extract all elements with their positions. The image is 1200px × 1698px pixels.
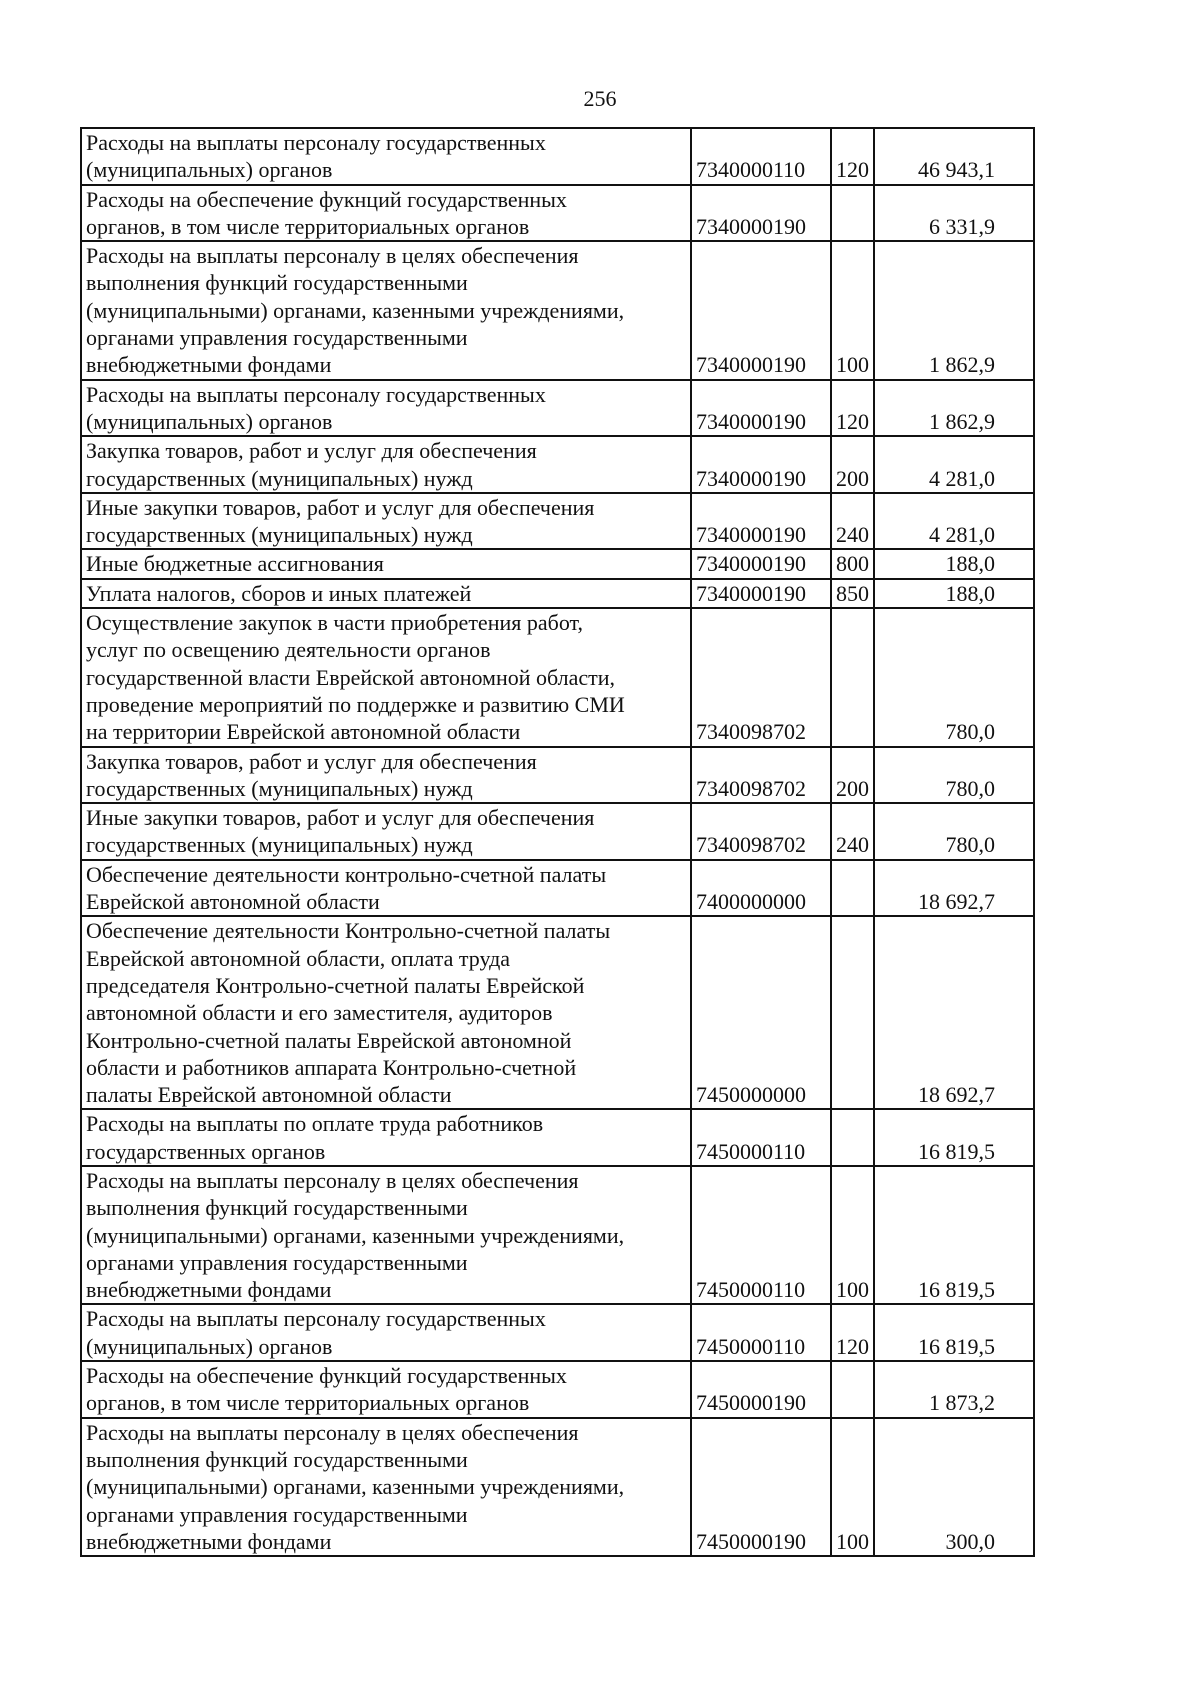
table-row	[81, 803, 1034, 860]
cell-expense-type: 240	[831, 493, 874, 550]
cell-amount: 16 819,5	[874, 1109, 1034, 1166]
cell-code: 7340000190	[691, 380, 831, 437]
cell-amount: 4 281,0	[874, 493, 1034, 550]
table-row	[81, 1304, 1034, 1361]
table-row	[81, 916, 1034, 1109]
table-row	[81, 1418, 1034, 1556]
cell-expense-type	[831, 916, 874, 1109]
table-row	[81, 549, 1034, 578]
cell-amount: 1 862,9	[874, 380, 1034, 437]
table-row	[81, 579, 1034, 608]
cell-name: Расходы на обеспечение фукнций государственных органов, в том числе территориальных органов	[81, 185, 691, 242]
cell-name: Расходы на выплаты по оплате труда работников государственных органов	[81, 1109, 691, 1166]
cell-code: 7450000110	[691, 1109, 831, 1166]
cell-name: Осуществление закупок в части приобретения работ, услуг по освещению деятельности органов государственной власти Еврейской автономной области, проведение мероприятий по поддержке и развитию СМИ на территории Еврейской автономной области	[81, 608, 691, 746]
cell-code: 7340000190	[691, 185, 831, 242]
table-row	[81, 185, 1034, 242]
cell-expense-type: 120	[831, 128, 874, 185]
table-row	[81, 493, 1034, 550]
cell-name: Обеспечение деятельности Контрольно-счетной палаты Еврейской автономной области, оплата труда председателя Контрольно-счетной палаты Еврейской автономной области и его заместителя, аудиторов Контрольно-счетной палаты Еврейской автономной области и работников аппарата Контрольно-счетной палаты Еврейской автономной области	[81, 916, 691, 1109]
cell-amount: 780,0	[874, 803, 1034, 860]
cell-amount: 6 331,9	[874, 185, 1034, 242]
cell-name: Расходы на выплаты персоналу в целях обеспечения выполнения функций государственными (муниципальными) органами, казенными учреждениями, органами управления государственными внебюджетными фондами	[81, 241, 691, 379]
cell-expense-type	[831, 185, 874, 242]
cell-code: 7340000190	[691, 549, 831, 578]
cell-name: Расходы на выплаты персоналу государственных (муниципальных) органов	[81, 1304, 691, 1361]
cell-expense-type	[831, 608, 874, 746]
cell-amount: 1 862,9	[874, 241, 1034, 379]
cell-code: 7400000000	[691, 860, 831, 917]
cell-name: Иные закупки товаров, работ и услуг для обеспечения государственных (муниципальных) нужд	[81, 803, 691, 860]
table-row	[81, 860, 1034, 917]
table-row	[81, 436, 1034, 493]
cell-name: Иные закупки товаров, работ и услуг для обеспечения государственных (муниципальных) нужд	[81, 493, 691, 550]
cell-code: 7340000190	[691, 579, 831, 608]
cell-name: Расходы на выплаты персоналу государственных (муниципальных) органов	[81, 380, 691, 437]
cell-code: 7340000190	[691, 436, 831, 493]
table-row	[81, 1166, 1034, 1304]
cell-amount: 188,0	[874, 549, 1034, 578]
cell-amount: 46 943,1	[874, 128, 1034, 185]
cell-name: Расходы на выплаты персоналу в целях обеспечения выполнения функций государственными (муниципальными) органами, казенными учреждениями, органами управления государственными внебюджетными фондами	[81, 1166, 691, 1304]
table-row	[81, 128, 1034, 185]
cell-amount: 16 819,5	[874, 1304, 1034, 1361]
cell-name: Иные бюджетные ассигнования	[81, 549, 691, 578]
cell-name: Расходы на выплаты персоналу в целях обеспечения выполнения функций государственными (муниципальными) органами, казенными учреждениями, органами управления государственными внебюджетными фондами	[81, 1418, 691, 1556]
cell-code: 7340098702	[691, 747, 831, 804]
cell-expense-type: 100	[831, 1418, 874, 1556]
cell-expense-type: 120	[831, 380, 874, 437]
cell-code: 7340000110	[691, 128, 831, 185]
cell-name: Расходы на обеспечение функций государственных органов, в том числе территориальных органов	[81, 1361, 691, 1418]
cell-name: Обеспечение деятельности контрольно-счетной палаты Еврейской автономной области	[81, 860, 691, 917]
cell-expense-type: 800	[831, 549, 874, 578]
cell-code: 7450000190	[691, 1418, 831, 1556]
page-number: 256	[583, 86, 617, 111]
table-row	[81, 608, 1034, 746]
cell-amount: 188,0	[874, 579, 1034, 608]
cell-code: 7340000190	[691, 241, 831, 379]
cell-expense-type: 120	[831, 1304, 874, 1361]
cell-expense-type	[831, 1109, 874, 1166]
cell-amount: 780,0	[874, 747, 1034, 804]
cell-expense-type: 240	[831, 803, 874, 860]
cell-name: Расходы на выплаты персоналу государственных (муниципальных) органов	[81, 128, 691, 185]
cell-amount: 18 692,7	[874, 860, 1034, 917]
cell-code: 7450000190	[691, 1361, 831, 1418]
table-row	[81, 747, 1034, 804]
cell-code: 7450000110	[691, 1304, 831, 1361]
cell-code: 7340000190	[691, 493, 831, 550]
cell-expense-type: 200	[831, 436, 874, 493]
cell-expense-type: 850	[831, 579, 874, 608]
cell-name: Уплата налогов, сборов и иных платежей	[81, 579, 691, 608]
cell-expense-type	[831, 1361, 874, 1418]
table-row	[81, 241, 1034, 379]
table-row	[81, 1109, 1034, 1166]
cell-code: 7450000110	[691, 1166, 831, 1304]
budget-table-body	[81, 128, 1034, 1556]
cell-expense-type: 100	[831, 1166, 874, 1304]
cell-code: 7340098702	[691, 803, 831, 860]
cell-name: Закупка товаров, работ и услуг для обеспечения государственных (муниципальных) нужд	[81, 747, 691, 804]
cell-code: 7340098702	[691, 608, 831, 746]
cell-amount: 4 281,0	[874, 436, 1034, 493]
cell-code: 7450000000	[691, 916, 831, 1109]
cell-expense-type: 200	[831, 747, 874, 804]
cell-expense-type: 100	[831, 241, 874, 379]
cell-amount: 18 692,7	[874, 916, 1034, 1109]
cell-name: Закупка товаров, работ и услуг для обеспечения государственных (муниципальных) нужд	[81, 436, 691, 493]
table-row	[81, 1361, 1034, 1418]
cell-amount: 300,0	[874, 1418, 1034, 1556]
cell-expense-type	[831, 860, 874, 917]
table-row	[81, 380, 1034, 437]
cell-amount: 780,0	[874, 608, 1034, 746]
cell-amount: 1 873,2	[874, 1361, 1034, 1418]
budget-table	[80, 127, 1035, 1557]
cell-amount: 16 819,5	[874, 1166, 1034, 1304]
